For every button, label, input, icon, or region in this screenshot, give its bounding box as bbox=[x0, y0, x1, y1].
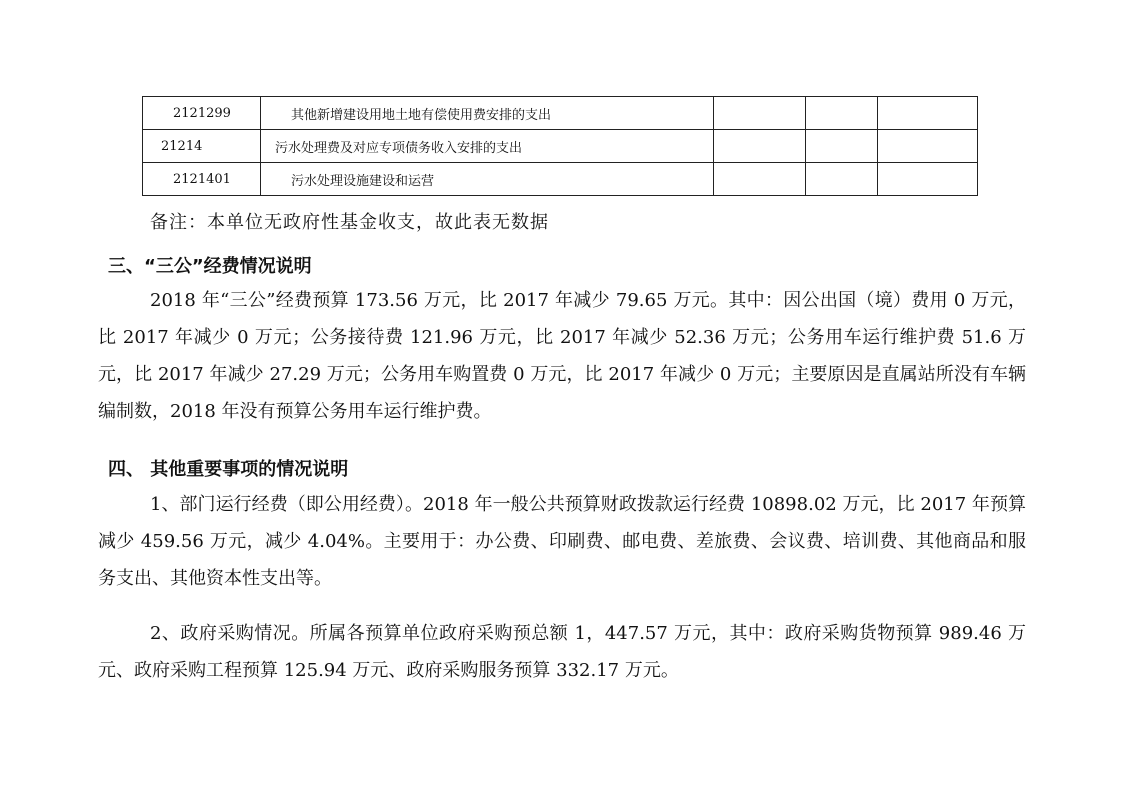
table-cell-value bbox=[806, 130, 878, 163]
table-cell-value bbox=[878, 97, 978, 130]
section-4-heading: 四、 其他重要事项的情况说明 bbox=[108, 459, 349, 480]
table-cell-code: 21214 bbox=[143, 130, 261, 163]
table-note: 备注：本单位无政府性基金收支，故此表无数据 bbox=[150, 212, 549, 233]
table-cell-name: 污水处理费及对应专项债务收入安排的支出 bbox=[260, 130, 713, 163]
budget-table bbox=[142, 96, 978, 196]
table-cell-value bbox=[806, 163, 878, 196]
table-cell-value bbox=[806, 97, 878, 130]
section-4-item-2: 2、政府采购情况。所属各预算单位政府采购预总额 1，447.57 万元，其中：政府采购货物预算 989.46 万元、政府采购工程预算 125.94 万元、政府采购服务预算 332.17 万元。 bbox=[98, 623, 1026, 681]
table-cell-value bbox=[714, 97, 806, 130]
table-cell-name: 污水处理设施建设和运营 bbox=[260, 163, 713, 196]
table-row bbox=[143, 163, 978, 196]
table-cell-value bbox=[714, 163, 806, 196]
table-row bbox=[143, 130, 978, 163]
table-cell-value bbox=[878, 163, 978, 196]
table-cell-value bbox=[878, 130, 978, 163]
section-4-item-1: 1、部门运行经费（即公用经费）。2018 年一般公共预算财政拨款运行经费 10898.02 万元，比 2017 年预算减少 459.56 万元，减少 4.04%。主要用于：办公费、印刷费、邮电费、差旅费、会议费、培训费、其他商品和服务支出、其他资本性支出等。 bbox=[98, 494, 1026, 589]
table-cell-code: 2121299 bbox=[143, 97, 261, 130]
table-cell-value bbox=[714, 130, 806, 163]
table-cell-code: 2121401 bbox=[143, 163, 261, 196]
section-3-heading: 三、“三公”经费情况说明 bbox=[108, 256, 312, 277]
table-cell-name: 其他新增建设用地土地有偿使用费安排的支出 bbox=[260, 97, 713, 130]
section-3-paragraph: 2018 年“三公”经费预算 173.56 万元，比 2017 年减少 79.65 万元。其中：因公出国（境）费用 0 万元，比 2017 年减少 0 万元；公务接待费 121.96 万元，比 2017 年减少 52.36 万元；公务用车运行维护费 51.6 万元，比 2017 年减少 27.29 万元；公务用车购置费 0 万元，比 2017 年减少 0 万元；主要原因是直属站所没有车辆编制数，2018 年没有预算公务用车运行维护费。 bbox=[98, 290, 1026, 422]
table-row bbox=[143, 97, 978, 130]
